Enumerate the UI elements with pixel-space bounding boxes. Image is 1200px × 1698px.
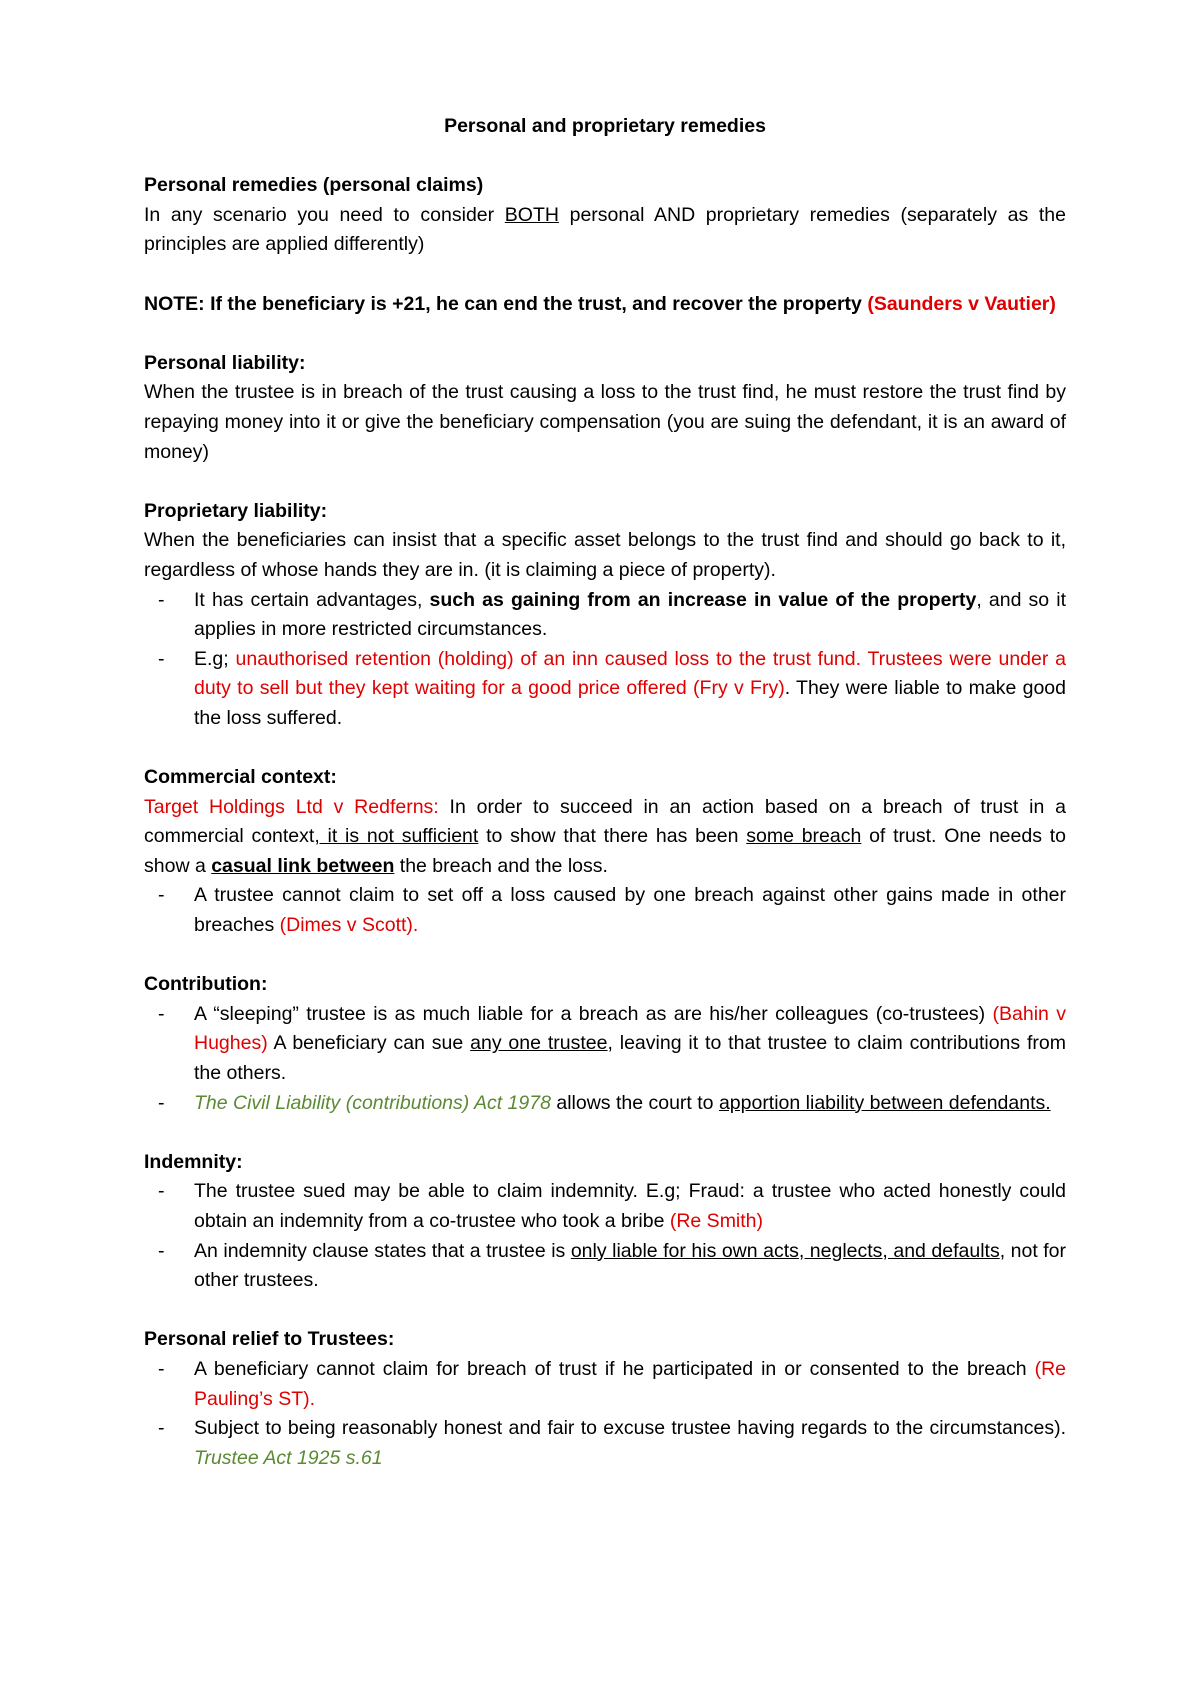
paragraph-commercial-context: Target Holdings Ltd v Redferns: In order to succeed in an action based on a breach of trust in a commercial context, it is not sufficient to show that there has been some breach of trust. One needs to show a casual link between the breach and the loss. [144,795,1066,877]
heading-indemnity: Indemnity: [144,1150,243,1173]
list-personal-relief [144,1355,1066,1473]
case-example: unauthorised retention (holding) of an inn caused loss to the trust fund. Trustees were under a duty to sell but they kept waiting for a good price offered (Fry v Fry) [194,647,1067,700]
bullet-dash: - [158,1002,165,1025]
bullet-dash: - [158,1091,165,1114]
heading-personal-relief: Personal relief to Trustees: [144,1328,395,1351]
list-item: - The Civil Liability (contributions) Act 1978 allows the court to apportion liability between defendants. [144,1089,1066,1119]
bullet-dash: - [158,1417,165,1440]
case-citation: (Re Pauling’s ST). [194,1357,1066,1410]
list-item: - An indemnity clause states that a trustee is only liable for his own acts, neglects, and defaults, not for other trustees. [144,1237,1066,1296]
bullet-dash: - [158,1239,165,1262]
case-citation: (Bahin v Hughes) [194,1002,1066,1055]
list-item: - It has certain advantages, such as gaining from an increase in value of the property, and so it applies in more restricted circumstances. [144,586,1066,645]
heading-commercial-context: Commercial context: [144,766,337,789]
case-citation: Target Holdings Ltd v Redferns: [144,795,439,818]
list-item: - A beneficiary cannot claim for breach of trust if he participated in or consented to the breach (Re Pauling’s ST). [144,1355,1066,1414]
bullet-dash: - [158,1357,165,1380]
page-title: Personal and proprietary remedies [444,115,766,137]
bullet-dash: - [158,647,165,670]
list-commercial-context [144,881,1066,940]
paragraph-personal-liability: When the trustee is in breach of the trust causing a loss to the trust find, he must restore the trust find by repaying money into it or give the beneficiary compensation (you are suing the defendant, it is an award of money) [144,381,1066,463]
list-item: - The trustee sued may be able to claim indemnity. E.g; Fraud: a trustee who acted honestly could obtain an indemnity from a co-trustee who took a bribe (Re Smith) [144,1177,1066,1236]
heading-contribution: Contribution: [144,973,268,996]
heading-proprietary-liability: Proprietary liability: [144,499,328,522]
list-item: - E.g; unauthorised retention (holding) of an inn caused loss to the trust fund. Trustees were under a duty to sell but they kept waiting for a good price offered (Fry v Fry). They were liable to make good the loss suffered. [144,645,1066,734]
bullet-dash: - [158,884,165,907]
bullet-dash: - [158,588,165,611]
paragraph-personal-remedies: In any scenario you need to consider BOTH personal AND proprietary remedies (separately as the principles are applied differently) [144,203,1066,256]
statute-citation: The Civil Liability (contributions) Act 1978 [194,1091,551,1114]
document-body [144,112,1066,1473]
case-citation: (Re Smith) [669,1209,764,1232]
case-citation: (Saunders v Vautier) [867,292,1056,315]
case-citation: (Dimes v Scott). [279,914,419,937]
list-item: - Subject to being reasonably honest and fair to excuse trustee having regards to the circumstances). Trustee Act 1925 s.61 [144,1414,1066,1473]
paragraph-proprietary-liability: When the beneficiaries can insist that a specific asset belongs to the trust find and should go back to it, regardless of whose hands they are in. (it is claiming a piece of property). [144,529,1066,581]
heading-personal-remedies: Personal remedies (personal claims) [144,174,484,197]
heading-personal-liability: Personal liability: [144,351,306,374]
bullet-dash: - [158,1180,165,1203]
list-indemnity [144,1177,1066,1295]
statute-citation: Trustee Act 1925 s.61 [194,1446,383,1469]
note-paragraph: NOTE: If the beneficiary is +21, he can end the trust, and recover the property (Saunders v Vautier) [144,292,1056,315]
list-contribution [144,1000,1066,1118]
list-proprietary-liability [144,586,1066,734]
list-item: - A trustee cannot claim to set off a loss caused by one breach against other gains made in other breaches (Dimes v Scott). [144,881,1066,940]
list-item: - A “sleeping” trustee is as much liable for a breach as are his/her colleagues (co-trustees) (Bahin v Hughes) A beneficiary can sue any one trustee, leaving it to that trustee to claim contributions from the others. [144,1000,1066,1089]
